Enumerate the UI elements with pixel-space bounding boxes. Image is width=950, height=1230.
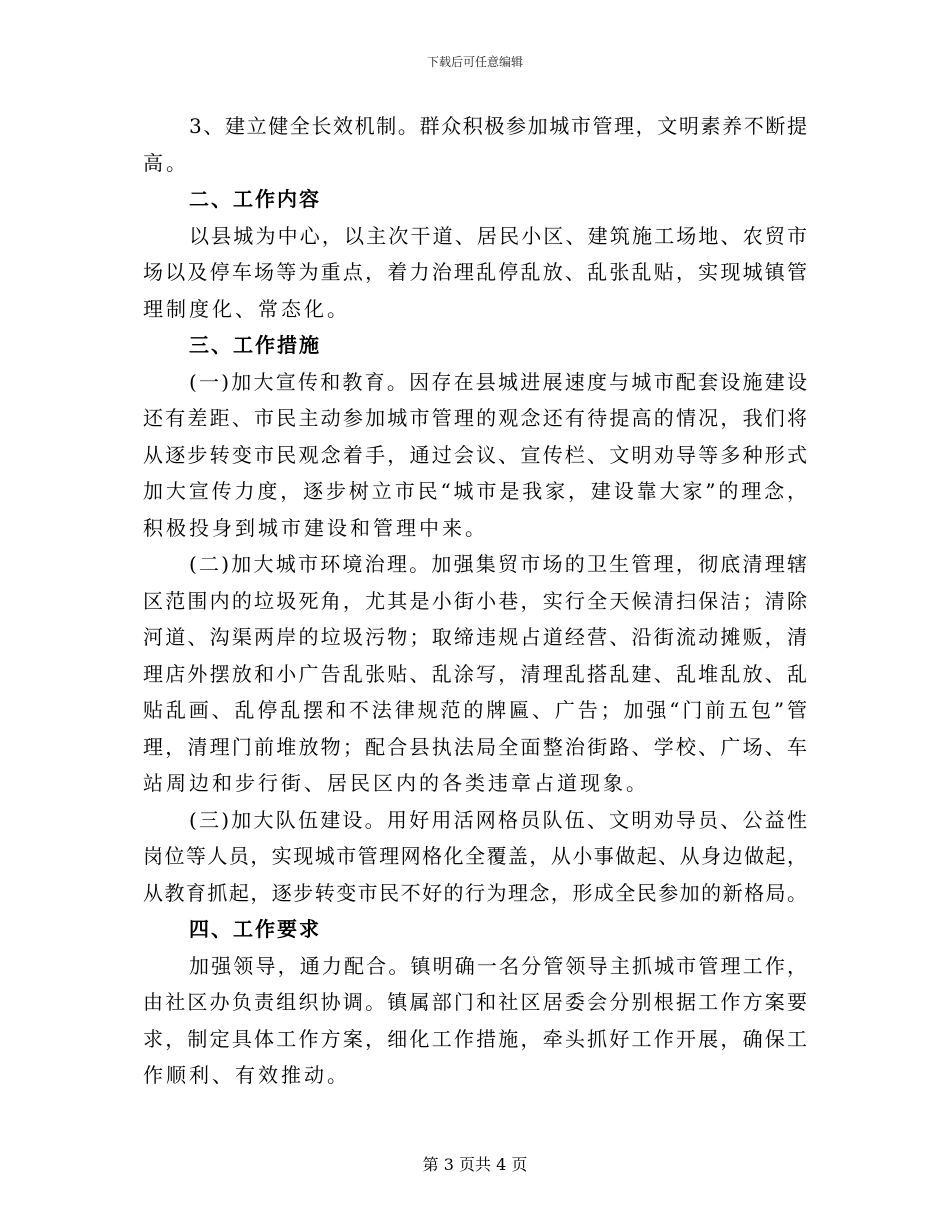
section-heading: 四、工作要求 [189, 917, 321, 941]
paragraph-line: 加强领导，通力配合。镇明确一名分管领导主抓城市管理工作， [189, 953, 807, 978]
page-footer [0, 1156, 950, 1174]
paragraph-line: 理店外摆放和小广告乱张贴、乱涂写，清理乱搭乱建、乱堆乱放、乱 [143, 661, 807, 686]
paragraph-line: (一)加大宣传和教育。因存在县城进展速度与城市配套设施建设 [189, 369, 807, 394]
paragraph-line: 场以及停车场等为重点，着力治理乱停乱放、乱张乱贴，实现城镇管 [143, 260, 807, 284]
paragraph-line: 加大宣传力度，逐步树立市民“城市是我家，建设靠大家”的理念， [143, 479, 807, 503]
paragraph-line: 积极投身到城市建设和管理中来。 [143, 515, 488, 540]
paragraph-line: 以县城为中心，以主次干道、居民小区、建筑施工场地、农贸市 [189, 223, 807, 248]
paragraph-line: 从逐步转变市民观念着手，通过会议、宣传栏、文明劝导等多种形式 [143, 442, 807, 467]
paragraph-line: 贴乱画、乱停乱摆和不法律规范的牌匾、广告；加强“门前五包”管 [143, 698, 807, 722]
paragraph-line: 还有差距、市民主动参加城市管理的观念还有待提高的情况，我们将 [143, 406, 807, 430]
section-heading: 二、工作内容 [189, 187, 321, 211]
paragraph-line: 高。 [143, 150, 189, 175]
paragraph-line: 3、建立健全长效机制。群众积极参加城市管理，文明素养不断提 [189, 114, 807, 138]
paragraph-line: 从教育抓起，逐步转变市民不好的行为理念，形成全民参加的新格局。 [143, 880, 807, 905]
paragraph-line: 理，清理门前堆放物；配合县执法局全面整治街路、学校、广场、车 [143, 734, 807, 759]
paragraph-line: (三)加大队伍建设。用好用活网格员队伍、文明劝导员、公益性 [189, 807, 807, 832]
document-body [143, 108, 807, 1094]
section-heading: 三、工作措施 [189, 333, 321, 357]
paragraph-line: 站周边和步行街、居民区内的各类违章占道现象。 [143, 771, 649, 795]
page-header [0, 55, 950, 69]
paragraph-line: 求，制定具体工作方案，细化工作措施，牵头抓好工作开展，确保工 [143, 1026, 807, 1051]
header-text: 下载后可任意编辑 [426, 55, 523, 69]
paragraph-line: 由社区办负责组织协调。镇属部门和社区居委会分别根据工作方案要 [143, 990, 807, 1014]
paragraph-line: 区范围内的垃圾死角，尤其是小街小巷，实行全天候清扫保洁；清除 [143, 588, 807, 613]
page-number: 第 3 页共 4 页 [422, 1155, 528, 1174]
paragraph-line: (二)加大城市环境治理。加强集贸市场的卫生管理，彻底清理辖 [189, 552, 807, 576]
paragraph-line: 河道、沟渠两岸的垃圾污物；取缔违规占道经营、沿街流动摊贩，清 [143, 625, 807, 649]
paragraph-line: 理制度化、常态化。 [143, 296, 350, 321]
paragraph-line: 岗位等人员，实现城市管理网格化全覆盖，从小事做起、从身边做起， [143, 844, 807, 868]
paragraph-line: 作顺利、有效推动。 [143, 1063, 350, 1087]
